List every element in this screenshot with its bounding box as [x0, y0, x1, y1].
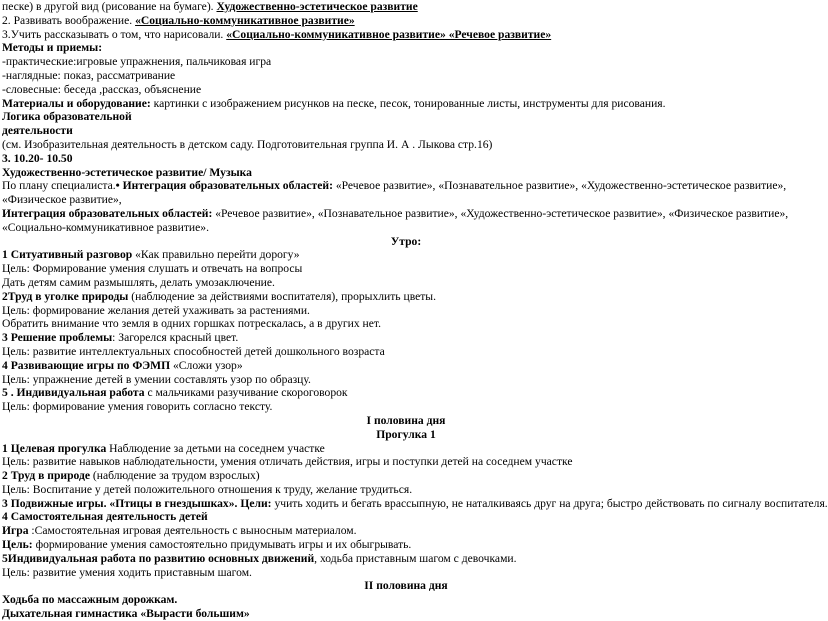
reference-line: (см. Изобразительная деятельность в детском саду. Подготовительная группа И. А . Лыкова стр.16) — [2, 137, 493, 151]
walk-item-2 — [2, 469, 810, 483]
morning-item-1-goal: Цель: Формирование умения слушать и отвечать на вопросы — [2, 262, 303, 276]
method-practical: -практические:игровые упражнения, пальчиковая игра — [2, 55, 272, 69]
item-label: 1 Целевая прогулка — [2, 441, 107, 455]
area-tag: «Социально-коммуникативное развитие» — [135, 13, 355, 27]
item-text: с мальчиками разучивание скороговорок — [144, 386, 348, 400]
item-label: 3 Подвижные игры. «Птицы в гнездышках». Цели: — [2, 496, 272, 510]
morning-item-2-goal: Цель: формирование желания детей ухаживать за растениями. — [2, 303, 310, 317]
integration-label: Интеграция образовательных областей: — [119, 179, 333, 193]
morning-heading: Утро: — [390, 234, 422, 248]
item-label: Цель: — [2, 538, 33, 552]
walk-item-4-goal — [2, 538, 810, 552]
item-text: :Самостоятельная игровая деятельность с выносным материалом. — [28, 524, 357, 538]
doc-line-2 — [2, 14, 810, 28]
walk-heading: Прогулка 1 — [376, 427, 436, 441]
massage-walk: Ходьба по массажным дорожкам. — [2, 593, 178, 607]
morning-item-5 — [2, 386, 810, 400]
integration-label: Интеграция образовательных областей: — [2, 206, 213, 220]
area-tag: Художественно-эстетическое развитие — [216, 0, 418, 13]
item-text: (наблюдение за действиями воспитателя), прорыхлить цветы. — [128, 289, 436, 303]
second-half-heading: II половина дня — [364, 579, 448, 593]
area-tag: «Социально-коммуникативное развитие» «Речевое развитие» — [226, 27, 552, 41]
morning-item-4-goal: Цель: упражнение детей в умении составлять узор по образцу. — [2, 372, 311, 386]
item-text: учить ходить и бегать врассыпную, не наталкиваясь друг на друга; быстро действовать по сигналу воспитателя. — [271, 496, 828, 510]
walk-item-5-goal: Цель: развитие умения ходить приставным шагом. — [2, 565, 252, 579]
integration-text: «Речевое развитие», «Познавательное развитие», «Художественно-эстетическое развитие», «Физическое развитие», «Социально-коммуникативное развитие». — [2, 206, 789, 234]
time-slot: 3. 10.20- 10.50 — [2, 151, 73, 165]
music-heading: Художественно-эстетическое развитие/ Музыка — [2, 165, 252, 179]
logic-heading-2: деятельности — [2, 124, 73, 138]
doc-line-1 — [2, 0, 810, 14]
item-label: Игра — [2, 524, 29, 538]
first-half-heading: I половина дня — [366, 413, 446, 427]
walk-item-3 — [2, 496, 828, 511]
item-label: 5 . Индивидуальная работа — [2, 386, 145, 400]
walk-item-1-goal: Цель: развитие навыков наблюдательности, умения отличать действия, игры и поступки детей на соседнем участке — [2, 455, 573, 469]
morning-item-3-goal: Цель: развитие интеллектуальных способностей детей дошкольного возраста — [2, 344, 385, 358]
walk-item-4-game — [2, 524, 810, 538]
plan-text: По плану специалиста. — [2, 179, 116, 193]
walk-item-2-goal: Цель: Воспитание у детей положительного отношения к труду, желание трудиться. — [2, 482, 413, 496]
morning-item-5-goal: Цель: формирование умения говорить согласно тексту. — [2, 400, 273, 414]
materials-line — [2, 97, 810, 111]
bullet-icon: • — [115, 179, 120, 193]
line-text: песке) в другой вид (рисование на бумаге). — [2, 0, 217, 13]
integration-text: «Речевое развитие», «Познавательное развитие», «Художественно-эстетическое развитие», «Физическое развитие», — [2, 179, 787, 207]
morning-item-2 — [2, 290, 810, 304]
item-text: формирование умения самостоятельно придумывать игры и их обыгрывать. — [32, 538, 412, 552]
breathing-exercise: Дыхательная гимнастика «Вырасти большим» — [2, 607, 250, 621]
item-label: 4 Развивающие игры по ФЭМП — [2, 358, 171, 372]
logic-heading-1: Логика образовательной — [2, 110, 132, 124]
plan-paragraph — [2, 179, 810, 207]
item-text: «Как правильно перейти дорогу» — [132, 248, 300, 262]
item-text: (наблюдение за трудом взрослых) — [90, 469, 260, 483]
walk-item-4: 4 Самостоятельная деятельность детей — [2, 510, 208, 524]
walk-item-5 — [2, 552, 810, 566]
item-text: Наблюдение за детьми на соседнем участке — [106, 441, 325, 455]
method-verbal: -словесные: беседа ,рассказ, объяснение — [2, 82, 202, 96]
item-label: 3 Решение проблемы — [2, 331, 113, 345]
item-label: 1 Ситуативный разговор — [2, 248, 133, 262]
morning-item-4 — [2, 359, 810, 373]
morning-item-3 — [2, 331, 810, 345]
item-text: : Загорелся красный цвет. — [112, 331, 239, 345]
morning-item-1-note: Дать детям самим размышлять, делать умозаключение. — [2, 275, 275, 289]
integration-paragraph — [2, 207, 810, 235]
doc-line-3 — [2, 28, 810, 42]
morning-item-2-note: Обратить внимание что земля в одних горшках потрескалась, а в других нет. — [2, 317, 381, 331]
item-text: «Сложи узор» — [170, 358, 243, 372]
materials-text: картинки с изображением рисунков на песке, песок, тонированные листы, инструменты для рисования. — [150, 96, 666, 110]
item-label: 2 Труд в природе — [2, 469, 90, 483]
methods-heading: Методы и приемы: — [2, 41, 103, 55]
morning-item-1 — [2, 248, 810, 262]
item-text: , ходьба приставным шагом с девочками. — [314, 551, 517, 565]
item-label: 5Индивидуальная работа по развитию основных движений — [2, 551, 315, 565]
item-label: 2Труд в уголке природы — [2, 289, 129, 303]
materials-label: Материалы и оборудование: — [2, 96, 151, 110]
line-text: 3.Учить рассказывать о том, что нарисовали. — [2, 27, 227, 41]
line-text: 2. Развивать воображение. — [2, 13, 136, 27]
walk-item-1 — [2, 442, 810, 456]
method-visual: -наглядные: показ, рассматривание — [2, 68, 176, 82]
